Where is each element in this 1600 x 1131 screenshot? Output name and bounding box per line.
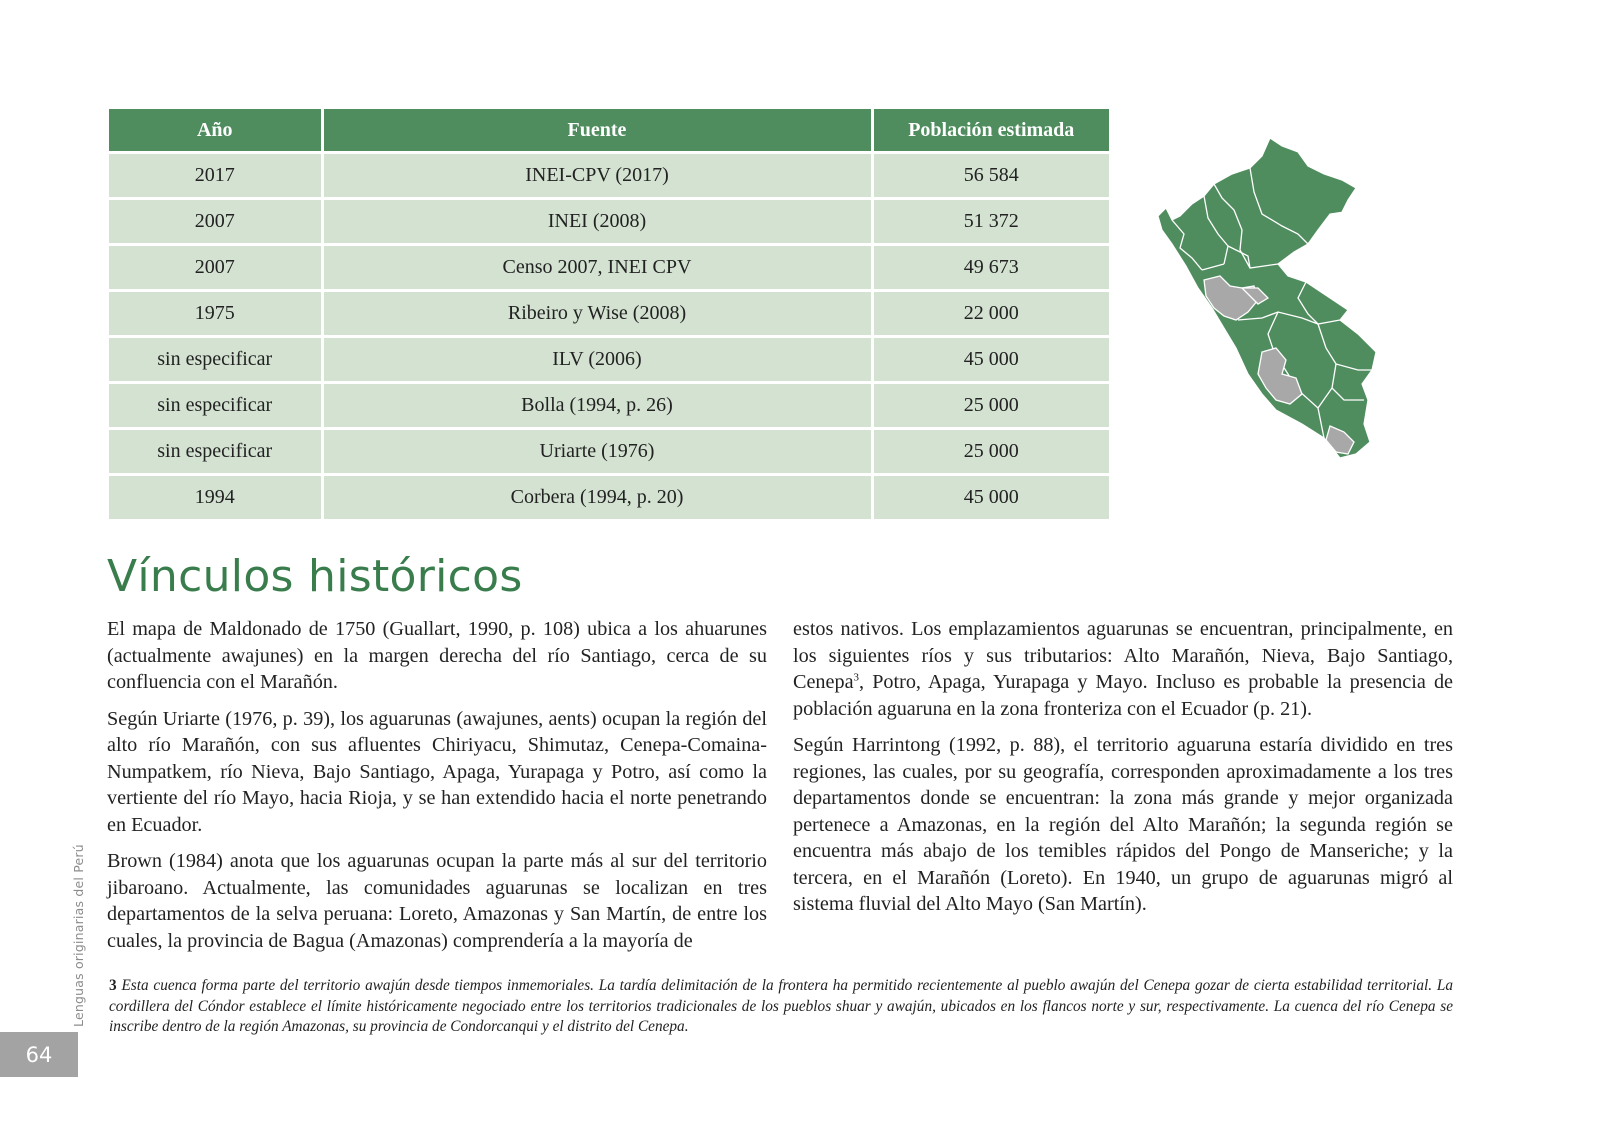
- paragraph: Según Uriarte (1976, p. 39), los aguarunas (awajunes, aents) ocupan la región del alto río Marañón, con sus afluentes Chiriyacu, Shimutaz, Cenepa-Comaina-Numpatkem, río Nieva, Bajo Santiago, Apaga, Yurapaga y Potro, así como la vertiente del río Mayo, hacia Rioja, y se han extendido hacia el norte penetrando en Ecuador.: [107, 707, 767, 836]
- section-title: Vínculos históricos: [107, 551, 523, 602]
- table-row: [109, 153, 1109, 199]
- table-row: [109, 475, 1109, 521]
- paragraph: Brown (1984) anota que los aguarunas ocupan la parte más al sur del territorio jibaroano. Actualmente, las comunidades aguarunas se localizan en tres departamentos de la selva peruana: Loreto, Amazonas y San Martín, de entre los cuales, la provincia de Bagua (Amazonas) comprendería a la mayoría de: [107, 850, 767, 952]
- header-year: Año: [109, 109, 322, 153]
- cell-source: INEI-CPV (2017): [322, 153, 872, 199]
- cell-population: 51 372: [872, 199, 1109, 245]
- cell-population: 25 000: [872, 429, 1109, 475]
- header-population: Población estimada: [872, 109, 1109, 153]
- peru-map-icon: [1158, 138, 1388, 472]
- paragraph-text: , Potro, Apaga, Yurapaga y Mayo. Incluso es probable la presencia de población aguaruna en la zona fronteriza con el Ecuador (p. 21).: [793, 671, 1453, 720]
- cell-year: sin especificar: [109, 337, 322, 383]
- table-row: [109, 199, 1109, 245]
- paragraph: El mapa de Maldonado de 1750 (Guallart, 1990, p. 108) ubica a los ahuarunes (actualmente awajunes) en la margen derecha del río Santiago, cerca de su confluencia con el Marañón.: [107, 618, 767, 693]
- cell-year: 2007: [109, 199, 322, 245]
- footnote-reference[interactable]: 3: [853, 671, 860, 684]
- cell-year: 2017: [109, 153, 322, 199]
- population-table: [109, 109, 1109, 522]
- cell-year: sin especificar: [109, 383, 322, 429]
- cell-year: 1975: [109, 291, 322, 337]
- cell-year: 1994: [109, 475, 322, 521]
- cell-year: 2007: [109, 245, 322, 291]
- table-header: [109, 109, 1109, 153]
- header-source: Fuente: [322, 109, 872, 153]
- table-row: [109, 383, 1109, 429]
- table-header-row: [109, 109, 1109, 153]
- cell-source: INEI (2008): [322, 199, 872, 245]
- footnote: [109, 976, 1453, 1038]
- running-title: Lenguas originarias del Perú: [71, 844, 86, 1027]
- cell-source: Ribeiro y Wise (2008): [322, 291, 872, 337]
- cell-source: Bolla (1994, p. 26): [322, 383, 872, 429]
- table-row: [109, 429, 1109, 475]
- table-row: [109, 337, 1109, 383]
- footnote-text: Esta cuenca forma parte del territorio awajún desde tiempos inmemoriales. La tardía delimitación de la frontera ha permitido recientemente al pueblo awajún del Cenepa gozar de cierta estabilidad territorial. La cordillera del Cóndor establece el límite históricamente negociado entre los territorios tradicionales de los pueblos shuar y awajún, ubicados en los flancos norte y sur, respectivamente. La cuenca del río Cenepa se inscribe dentro de la región Amazonas, su provincia de Condorcanqui y el distrito del Cenepa.: [109, 977, 1453, 1035]
- left-column: [107, 616, 767, 964]
- cell-year: sin especificar: [109, 429, 322, 475]
- paragraph-text: estos nativos. Los emplazamientos aguarunas se encuentran, principalmente, en los siguientes ríos y sus tributarios: Alto Marañón, Nieva, Bajo Santiago, Cenepa: [793, 618, 1453, 693]
- cell-source: Uriarte (1976): [322, 429, 872, 475]
- cell-population: 49 673: [872, 245, 1109, 291]
- cell-source: Censo 2007, INEI CPV: [322, 245, 872, 291]
- right-column: [793, 616, 1453, 928]
- paragraph: Según Harrintong (1992, p. 88), el territorio aguaruna estaría dividido en tres regiones, las cuales, por su geografía, corresponden aproximadamente a los tres departamentos donde se encuentran: la zona más grande y mejor organizada pertenece a Amazonas, en la región del Alto Marañón; la segunda región se encuentra más abajo de los temibles rápidos del Pongo de Manseriche; y la tercera, en el Marañón (Loreto). En 1940, un grupo de aguarunas migró al sistema fluvial del Alto Mayo (San Martín).: [793, 734, 1453, 915]
- page-number: 64: [0, 1032, 78, 1077]
- cell-population: 45 000: [872, 337, 1109, 383]
- cell-population: 25 000: [872, 383, 1109, 429]
- table-row: [109, 245, 1109, 291]
- paragraph: [793, 616, 1453, 722]
- table-row: [109, 291, 1109, 337]
- cell-source: ILV (2006): [322, 337, 872, 383]
- cell-population: 22 000: [872, 291, 1109, 337]
- table-body: [109, 153, 1109, 521]
- footnote-number: 3: [109, 977, 117, 994]
- cell-source: Corbera (1994, p. 20): [322, 475, 872, 521]
- cell-population: 56 584: [872, 153, 1109, 199]
- cell-population: 45 000: [872, 475, 1109, 521]
